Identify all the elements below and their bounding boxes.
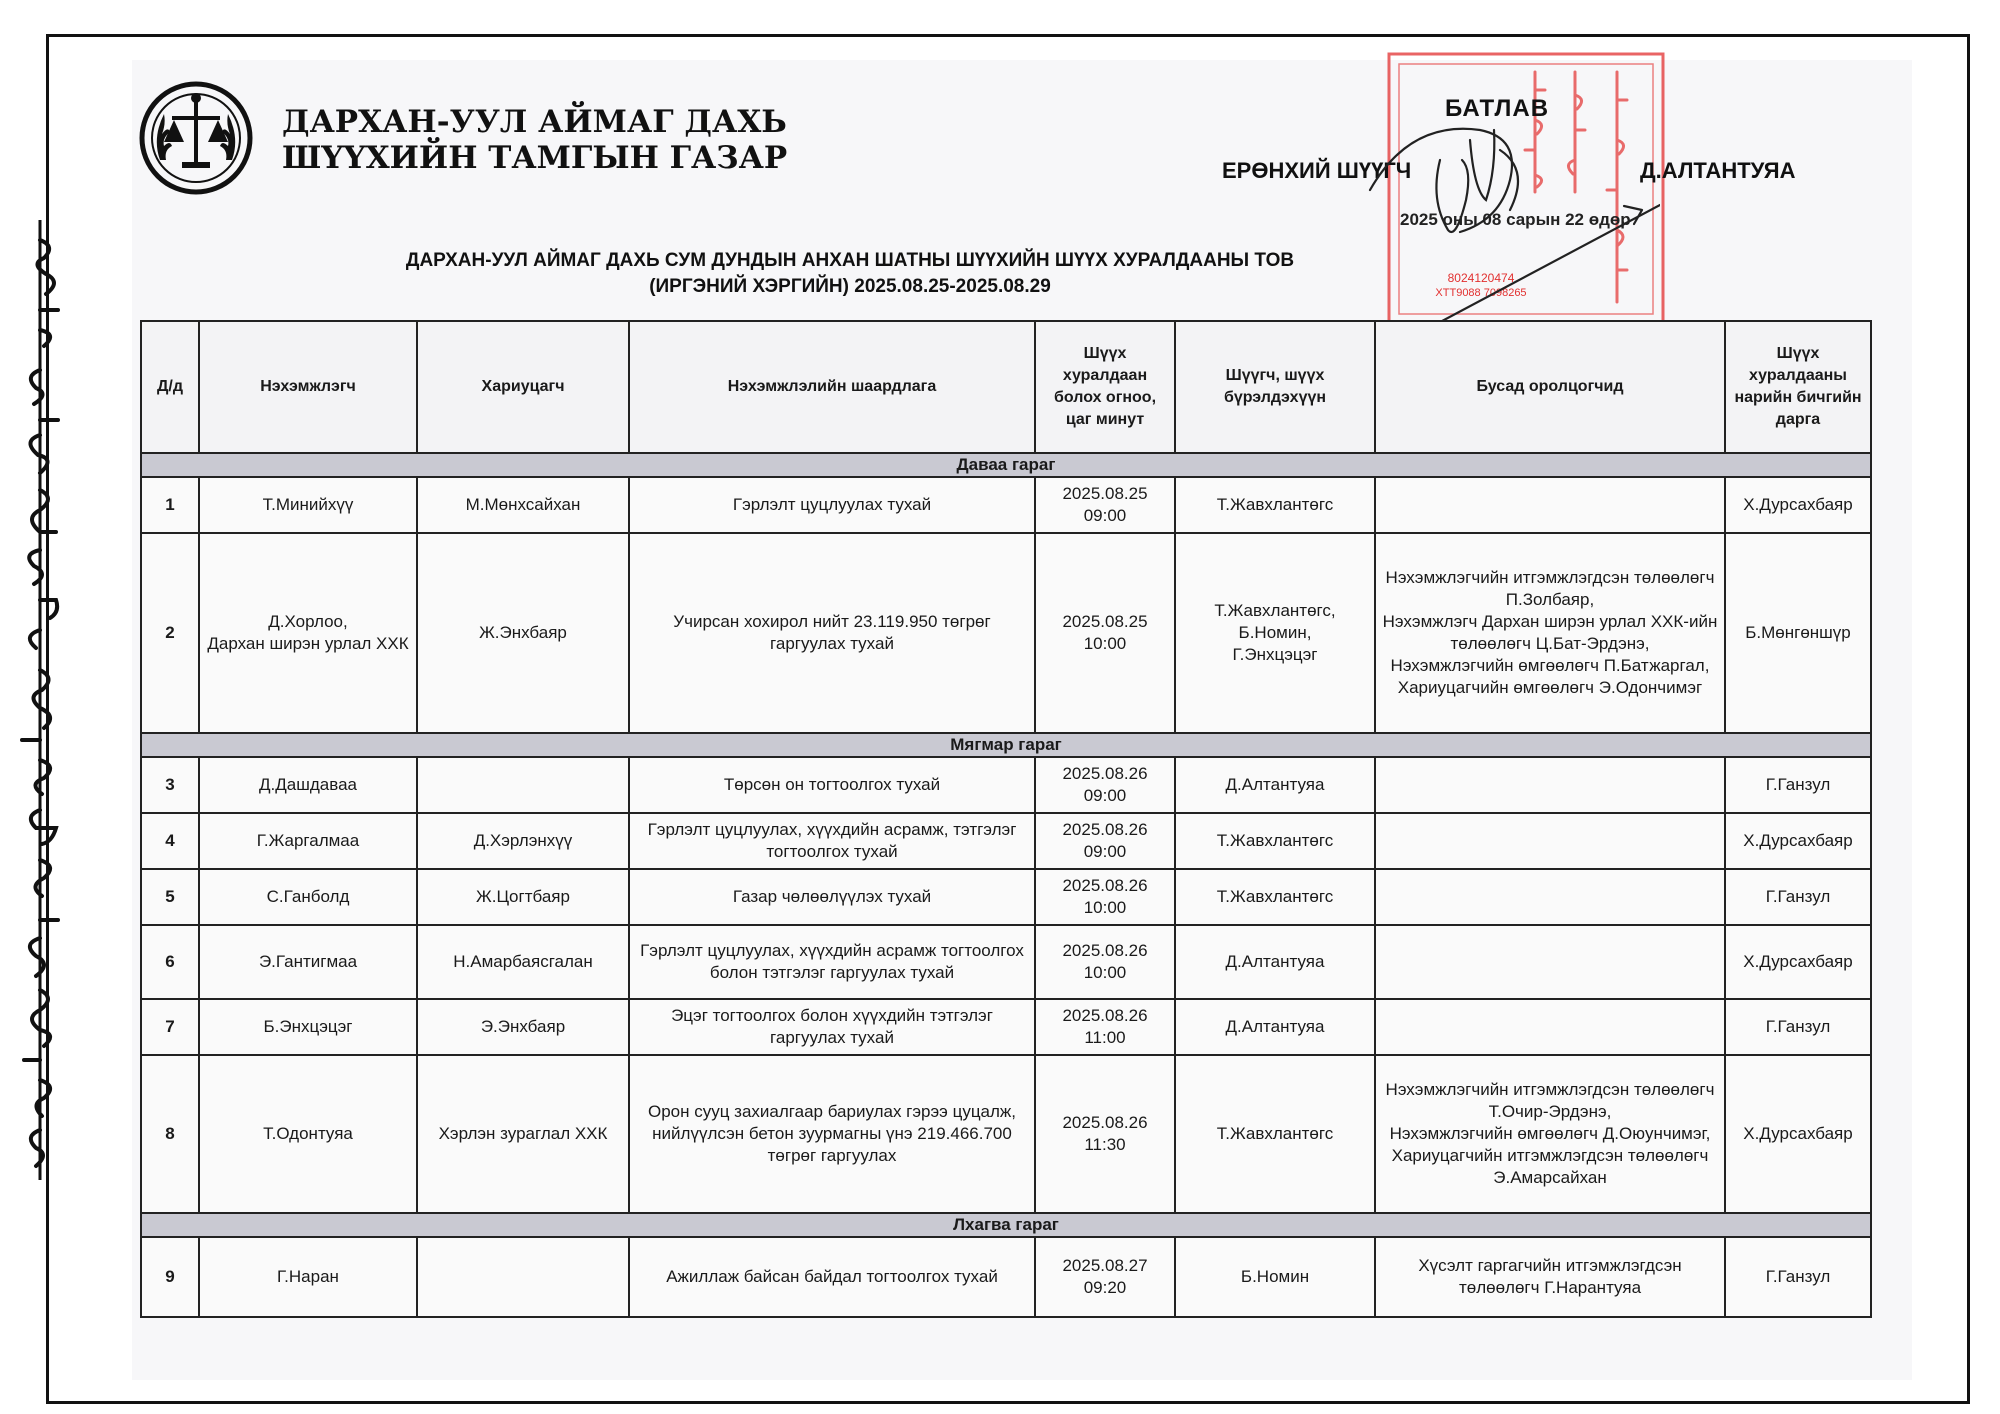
col-header-defendant: Хариуцагч xyxy=(417,321,629,453)
row-others xyxy=(1375,925,1725,999)
row-defendant: Хэрлэн зураглал ХХК xyxy=(417,1055,629,1213)
row-claim: Гэрлэлт цуцлуулах тухай xyxy=(629,477,1035,533)
row-judge: Д.Алтантуяа xyxy=(1175,999,1375,1055)
row-plaintiff: Т.Одонтуяа xyxy=(199,1055,417,1213)
row-datetime: 2025.08.25 09:00 xyxy=(1035,477,1175,533)
row-defendant xyxy=(417,1237,629,1317)
row-datetime: 2025.08.27 09:20 xyxy=(1035,1237,1175,1317)
row-datetime: 2025.08.26 11:30 xyxy=(1035,1055,1175,1213)
row-no: 1 xyxy=(141,477,199,533)
row-judge: Т.Жавхлантөгс xyxy=(1175,869,1375,925)
court-name xyxy=(282,104,787,176)
row-judge: Д.Алтантуяа xyxy=(1175,757,1375,813)
court-emblem-logo xyxy=(138,80,254,196)
row-defendant: Н.Амарбаясгалан xyxy=(417,925,629,999)
row-datetime: 2025.08.26 11:00 xyxy=(1035,999,1175,1055)
row-judge: Т.Жавхлантөгс xyxy=(1175,477,1375,533)
row-plaintiff: Г.Жаргалмаа xyxy=(199,813,417,869)
court-name-line1: ДАРХАН-УУЛ АЙМАГ ДАХЬ xyxy=(282,104,787,140)
row-datetime: 2025.08.26 09:00 xyxy=(1035,813,1175,869)
table-row xyxy=(141,1055,1871,1213)
row-secretary: Г.Ганзул xyxy=(1725,999,1871,1055)
row-judge: Т.Жавхлантөгс xyxy=(1175,1055,1375,1213)
table-row xyxy=(141,1237,1871,1317)
row-claim: Төрсөн он тогтоолгох тухай xyxy=(629,757,1035,813)
row-others xyxy=(1375,813,1725,869)
row-datetime: 2025.08.26 10:00 xyxy=(1035,869,1175,925)
row-no: 6 xyxy=(141,925,199,999)
court-name-line2: ШҮҮХИЙН ТАМГЫН ГАЗАР xyxy=(282,140,788,176)
table-row xyxy=(141,757,1871,813)
stamp-number-1: 8024120474 xyxy=(1447,271,1515,285)
approve-label: БАТЛАВ xyxy=(1445,95,1550,122)
table-row xyxy=(141,925,1871,999)
row-claim: Ажиллаж байсан байдал тогтоолгох тухай xyxy=(629,1237,1035,1317)
stamp-number-2: ХТТ9088 7098265 xyxy=(1435,287,1527,299)
row-defendant: Э.Энхбаяр xyxy=(417,999,629,1055)
row-claim: Газар чөлөөлүүлэх тухай xyxy=(629,869,1035,925)
row-secretary: Г.Ганзул xyxy=(1725,1237,1871,1317)
row-judge: Б.Номин xyxy=(1175,1237,1375,1317)
row-plaintiff: Д.Хорлоо, Дархан ширэн урлал ХХК xyxy=(199,533,417,733)
row-plaintiff: Б.Энхцэцэг xyxy=(199,999,417,1055)
row-secretary: Х.Дурсахбаяр xyxy=(1725,925,1871,999)
col-header-others: Бусад оролцогчид xyxy=(1375,321,1725,453)
row-others xyxy=(1375,869,1725,925)
day-row-tuesday xyxy=(141,733,1871,757)
row-judge: Т.Жавхлантөгс, Б.Номин, Г.Энхцэцэг xyxy=(1175,533,1375,733)
row-others xyxy=(1375,757,1725,813)
row-no: 3 xyxy=(141,757,199,813)
row-judge: Д.Алтантуяа xyxy=(1175,925,1375,999)
row-defendant: Ж.Энхбаяр xyxy=(417,533,629,733)
day-label: Даваа гараг xyxy=(141,453,1871,477)
col-header-judge: Шүүгч, шүүх бүрэлдэхүүн xyxy=(1175,321,1375,453)
row-secretary: Х.Дурсахбаяр xyxy=(1725,813,1871,869)
day-label: Лхагва гараг xyxy=(141,1213,1871,1237)
row-secretary: Г.Ганзул xyxy=(1725,757,1871,813)
row-others xyxy=(1375,477,1725,533)
row-no: 8 xyxy=(141,1055,199,1213)
table-row xyxy=(141,869,1871,925)
col-header-datetime: Шүүх хуралдаан болох огноо, цаг минут xyxy=(1035,321,1175,453)
row-judge: Т.Жавхлантөгс xyxy=(1175,813,1375,869)
row-secretary: Г.Ганзул xyxy=(1725,869,1871,925)
col-header-no: Д/д xyxy=(141,321,199,453)
row-plaintiff: Э.Гантигмаа xyxy=(199,925,417,999)
col-header-claim: Нэхэмжлэлийн шаардлага xyxy=(629,321,1035,453)
row-others: Нэхэмжлэгчийн итгэмжлэгдсэн төлөөлөгч П.Золбаяр, Нэхэмжлэгч Дархан ширэн урлал ХХК-ийн төлөөлөгч Ц.Бат-Эрдэнэ, Нэхэмжлэгчийн өмгөөлөгч П.Батжаргал, Хариуцагчийн өмгөөлөгч Э.Одончимэг xyxy=(1375,533,1725,733)
hearing-schedule-table xyxy=(140,320,1872,1318)
row-claim: Гэрлэлт цуцлуулах, хүүхдийн асрамж тогтоолгох болон тэтгэлэг гаргуулах тухай xyxy=(629,925,1035,999)
day-row-monday xyxy=(141,453,1871,477)
row-secretary: Х.Дурсахбаяр xyxy=(1725,1055,1871,1213)
row-others xyxy=(1375,999,1725,1055)
row-defendant: Д.Хэрлэнхүү xyxy=(417,813,629,869)
col-header-plaintiff: Нэхэмжлэгч xyxy=(199,321,417,453)
table-row xyxy=(141,477,1871,533)
row-no: 9 xyxy=(141,1237,199,1317)
row-defendant: М.Мөнхсайхан xyxy=(417,477,629,533)
col-header-secretary: Шүүх хуралдааны нарийн бичгийн дарга xyxy=(1725,321,1871,453)
schedule-title xyxy=(400,248,1300,300)
row-defendant xyxy=(417,757,629,813)
schedule-title-line1: ДАРХАН-УУЛ АЙМАГ ДАХЬ СУМ ДУНДЫН АНХАН ШАТНЫ ШҮҮХИЙН ШҮҮХ ХУРАЛДААНЫ ТОВ xyxy=(405,250,1295,271)
row-no: 7 xyxy=(141,999,199,1055)
row-plaintiff: Т.Минийхүү xyxy=(199,477,417,533)
row-claim: Эцэг тогтоолгох болон хүүхдийн тэтгэлэг гаргуулах тухай xyxy=(629,999,1035,1055)
row-datetime: 2025.08.25 10:00 xyxy=(1035,533,1175,733)
day-label: Мягмар гараг xyxy=(141,733,1871,757)
chief-judge-name: Д.АЛТАНТУЯА xyxy=(1640,158,1796,183)
row-plaintiff: Г.Наран xyxy=(199,1237,417,1317)
schedule-title-line2: (ИРГЭНИЙ ХЭРГИЙН) 2025.08.25-2025.08.29 xyxy=(649,276,1051,297)
row-no: 2 xyxy=(141,533,199,733)
chief-judge-title: ЕРӨНХИЙ ШҮҮГЧ xyxy=(1222,158,1412,183)
row-defendant: Ж.Цогтбаяр xyxy=(417,869,629,925)
table-row xyxy=(141,999,1871,1055)
row-others: Нэхэмжлэгчийн итгэмжлэгдсэн төлөөлөгч Т.Очир-Эрдэнэ, Нэхэмжлэгчийн өмгөөлөгч Д.Оюунчимэг, Хариуцагчийн итгэмжлэгдсэн төлөөлөгч Э.Амарсайхан xyxy=(1375,1055,1725,1213)
row-no: 4 xyxy=(141,813,199,869)
row-secretary: Б.Мөнгөншүр xyxy=(1725,533,1871,733)
row-claim: Гэрлэлт цуцлуулах, хүүхдийн асрамж, тэтгэлэг тогтоолгох тухай xyxy=(629,813,1035,869)
row-datetime: 2025.08.26 10:00 xyxy=(1035,925,1175,999)
mongolian-script-strip xyxy=(10,220,70,1180)
row-plaintiff: С.Ганболд xyxy=(199,869,417,925)
row-datetime: 2025.08.26 09:00 xyxy=(1035,757,1175,813)
row-plaintiff: Д.Дашдаваа xyxy=(199,757,417,813)
row-no: 5 xyxy=(141,869,199,925)
row-claim: Орон сууц захиалгаар бариулах гэрээ цуцалж, нийлүүлсэн бетон зуурмагны үнэ 219.466.700 төгрөг гаргуулах xyxy=(629,1055,1035,1213)
table-row xyxy=(141,813,1871,869)
table-row xyxy=(141,533,1871,733)
approval-date: 2025 оны 08 сарын 22 өдөр xyxy=(1400,210,1631,229)
row-claim: Учирсан хохирол нийт 23.119.950 төгрөг гаргуулах тухай xyxy=(629,533,1035,733)
day-row-wednesday xyxy=(141,1213,1871,1237)
table-header-row xyxy=(141,321,1871,453)
row-secretary: Х.Дурсахбаяр xyxy=(1725,477,1871,533)
row-others: Хүсэлт гаргагчийн итгэмжлэгдсэн төлөөлөгч Г.Нарантуяа xyxy=(1375,1237,1725,1317)
